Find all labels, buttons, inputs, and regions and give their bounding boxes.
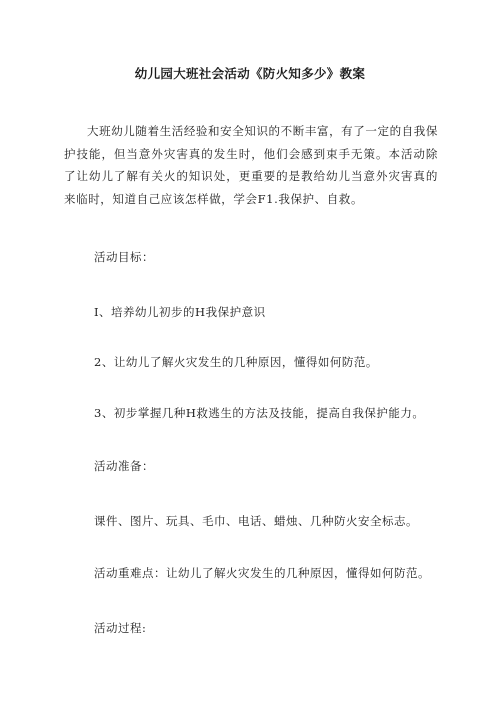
document-title: 幼儿园大班社会活动《防火知多少》教案 bbox=[134, 66, 366, 81]
goal-item-2: 2、让幼儿了解火灾发生的几种原因，懂得如何防范。 bbox=[94, 355, 378, 369]
goal-item-1: I、培养幼儿初步的H我保护意识 bbox=[94, 305, 266, 319]
key-point: 活动重难点：让幼儿了解火灾发生的几种原因，懂得如何防范。 bbox=[94, 566, 430, 580]
prep-items: 课件、图片、玩具、毛巾、电话、蜡烛、几种防火安全标志。 bbox=[94, 514, 418, 528]
goal-item-3: 3、初步掌握几种H救逃生的方法及技能，提高自我保护能力。 bbox=[94, 406, 425, 420]
intro-paragraph: 大班幼儿随着生活经验和安全知识的不断丰富，有了一定的自我保护技能，但当意外灾害真的发生时，他们会感到束手无策。本活动除了让幼儿了解有关火的知识处，更重要的是教给幼儿当意外灾害真的来临时，知道自己应该怎样做，学会F1.我保护、自救。 bbox=[64, 124, 438, 206]
process-heading: 活动过程: bbox=[94, 621, 147, 635]
prep-heading: 活动准备： bbox=[94, 459, 154, 473]
goals-heading: 活动目标： bbox=[94, 250, 154, 264]
